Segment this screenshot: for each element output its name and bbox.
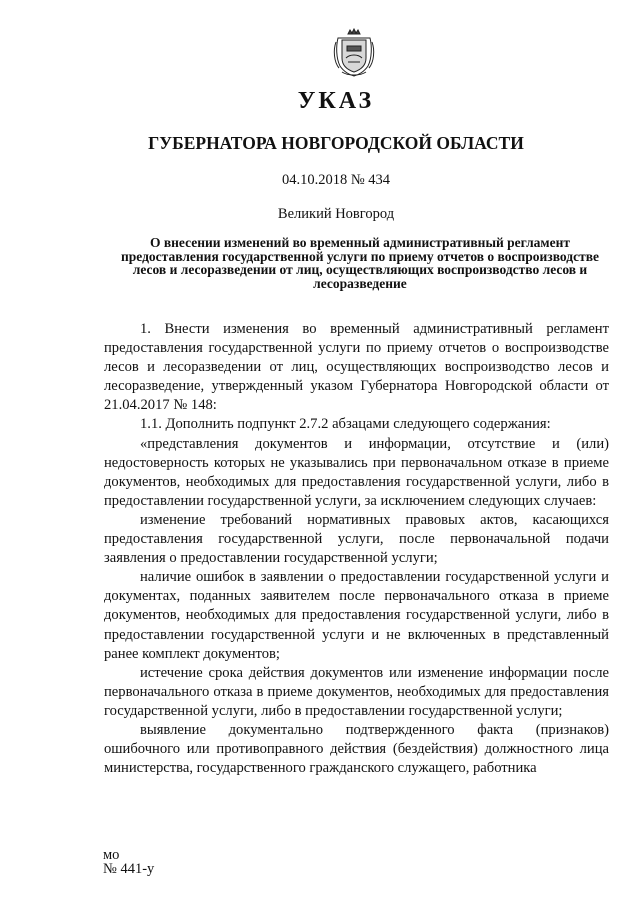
body-paragraph: «представления документов и информации, отсутствие и (или) недостоверность которых не указывались при первоначальном отказе в приеме документов, необходимых для предоставления государственной услуги, либо в предоставлении государственной услуги, за исключением следующих случаев:: [104, 435, 609, 509]
body-paragraph: 1.1. Дополнить подпункт 2.7.2 абзацами следующего содержания:: [140, 416, 551, 433]
document-footer: [103, 848, 154, 876]
page-break-fragment: мо: [103, 847, 120, 863]
body-paragraph: выявление документально подтвержденного факта (признаков) ошибочного или противоправного действия (бездействия) должностного лица министерства, государственного гражданского служащего, работника: [104, 721, 609, 777]
document-title: УКАЗ: [297, 88, 375, 114]
document-body: [104, 320, 609, 778]
document-city: Великий Новгород: [277, 206, 395, 222]
body-paragraph: наличие ошибок в заявлении о предоставлении государственной услуги и документах, поданных заявителем после первоначального отказа в приеме документов, необходимых для предоставления государственной услуги, либо в предоставлении государственной услуги и не включенных в представленный ранее комплект документов;: [104, 569, 609, 662]
footer-number: № 441-у: [103, 861, 155, 877]
document-issuer: ГУБЕРНАТОРА НОВГОРОДСКОЙ ОБЛАСТИ: [148, 133, 524, 153]
document-date-number: 04.10.2018 № 434: [281, 172, 391, 188]
document-heading: О внесении изменений во временный административный регламент предоставления государственной услуги по приему отчетов о воспроизводстве лесов и лесоразведении от лиц, осуществляющих воспроизводство лесов и лесоразведение: [121, 235, 599, 291]
body-paragraph: изменение требований нормативных правовых актов, касающихся предоставления государственной услуги, после первоначальной подачи заявления о предоставлении государственной услуги;: [104, 511, 609, 567]
body-paragraph: истечение срока действия документов или изменение информации после первоначального отказа в приеме документов, необходимых для предоставления государственной услуги, либо в предоставлении государственной услуги;: [104, 664, 609, 719]
coat-of-arms-icon: [332, 28, 376, 78]
body-paragraph: 1. Внести изменения во временный административный регламент предоставления государственной услуги по приему отчетов о воспроизводстве лесов и лесоразведении от лиц, осуществляющих воспроизводство лесов и лесоразведение, утвержденный указом Губернатора Новгородской области от 21.04.2017 № 148:: [104, 321, 609, 414]
